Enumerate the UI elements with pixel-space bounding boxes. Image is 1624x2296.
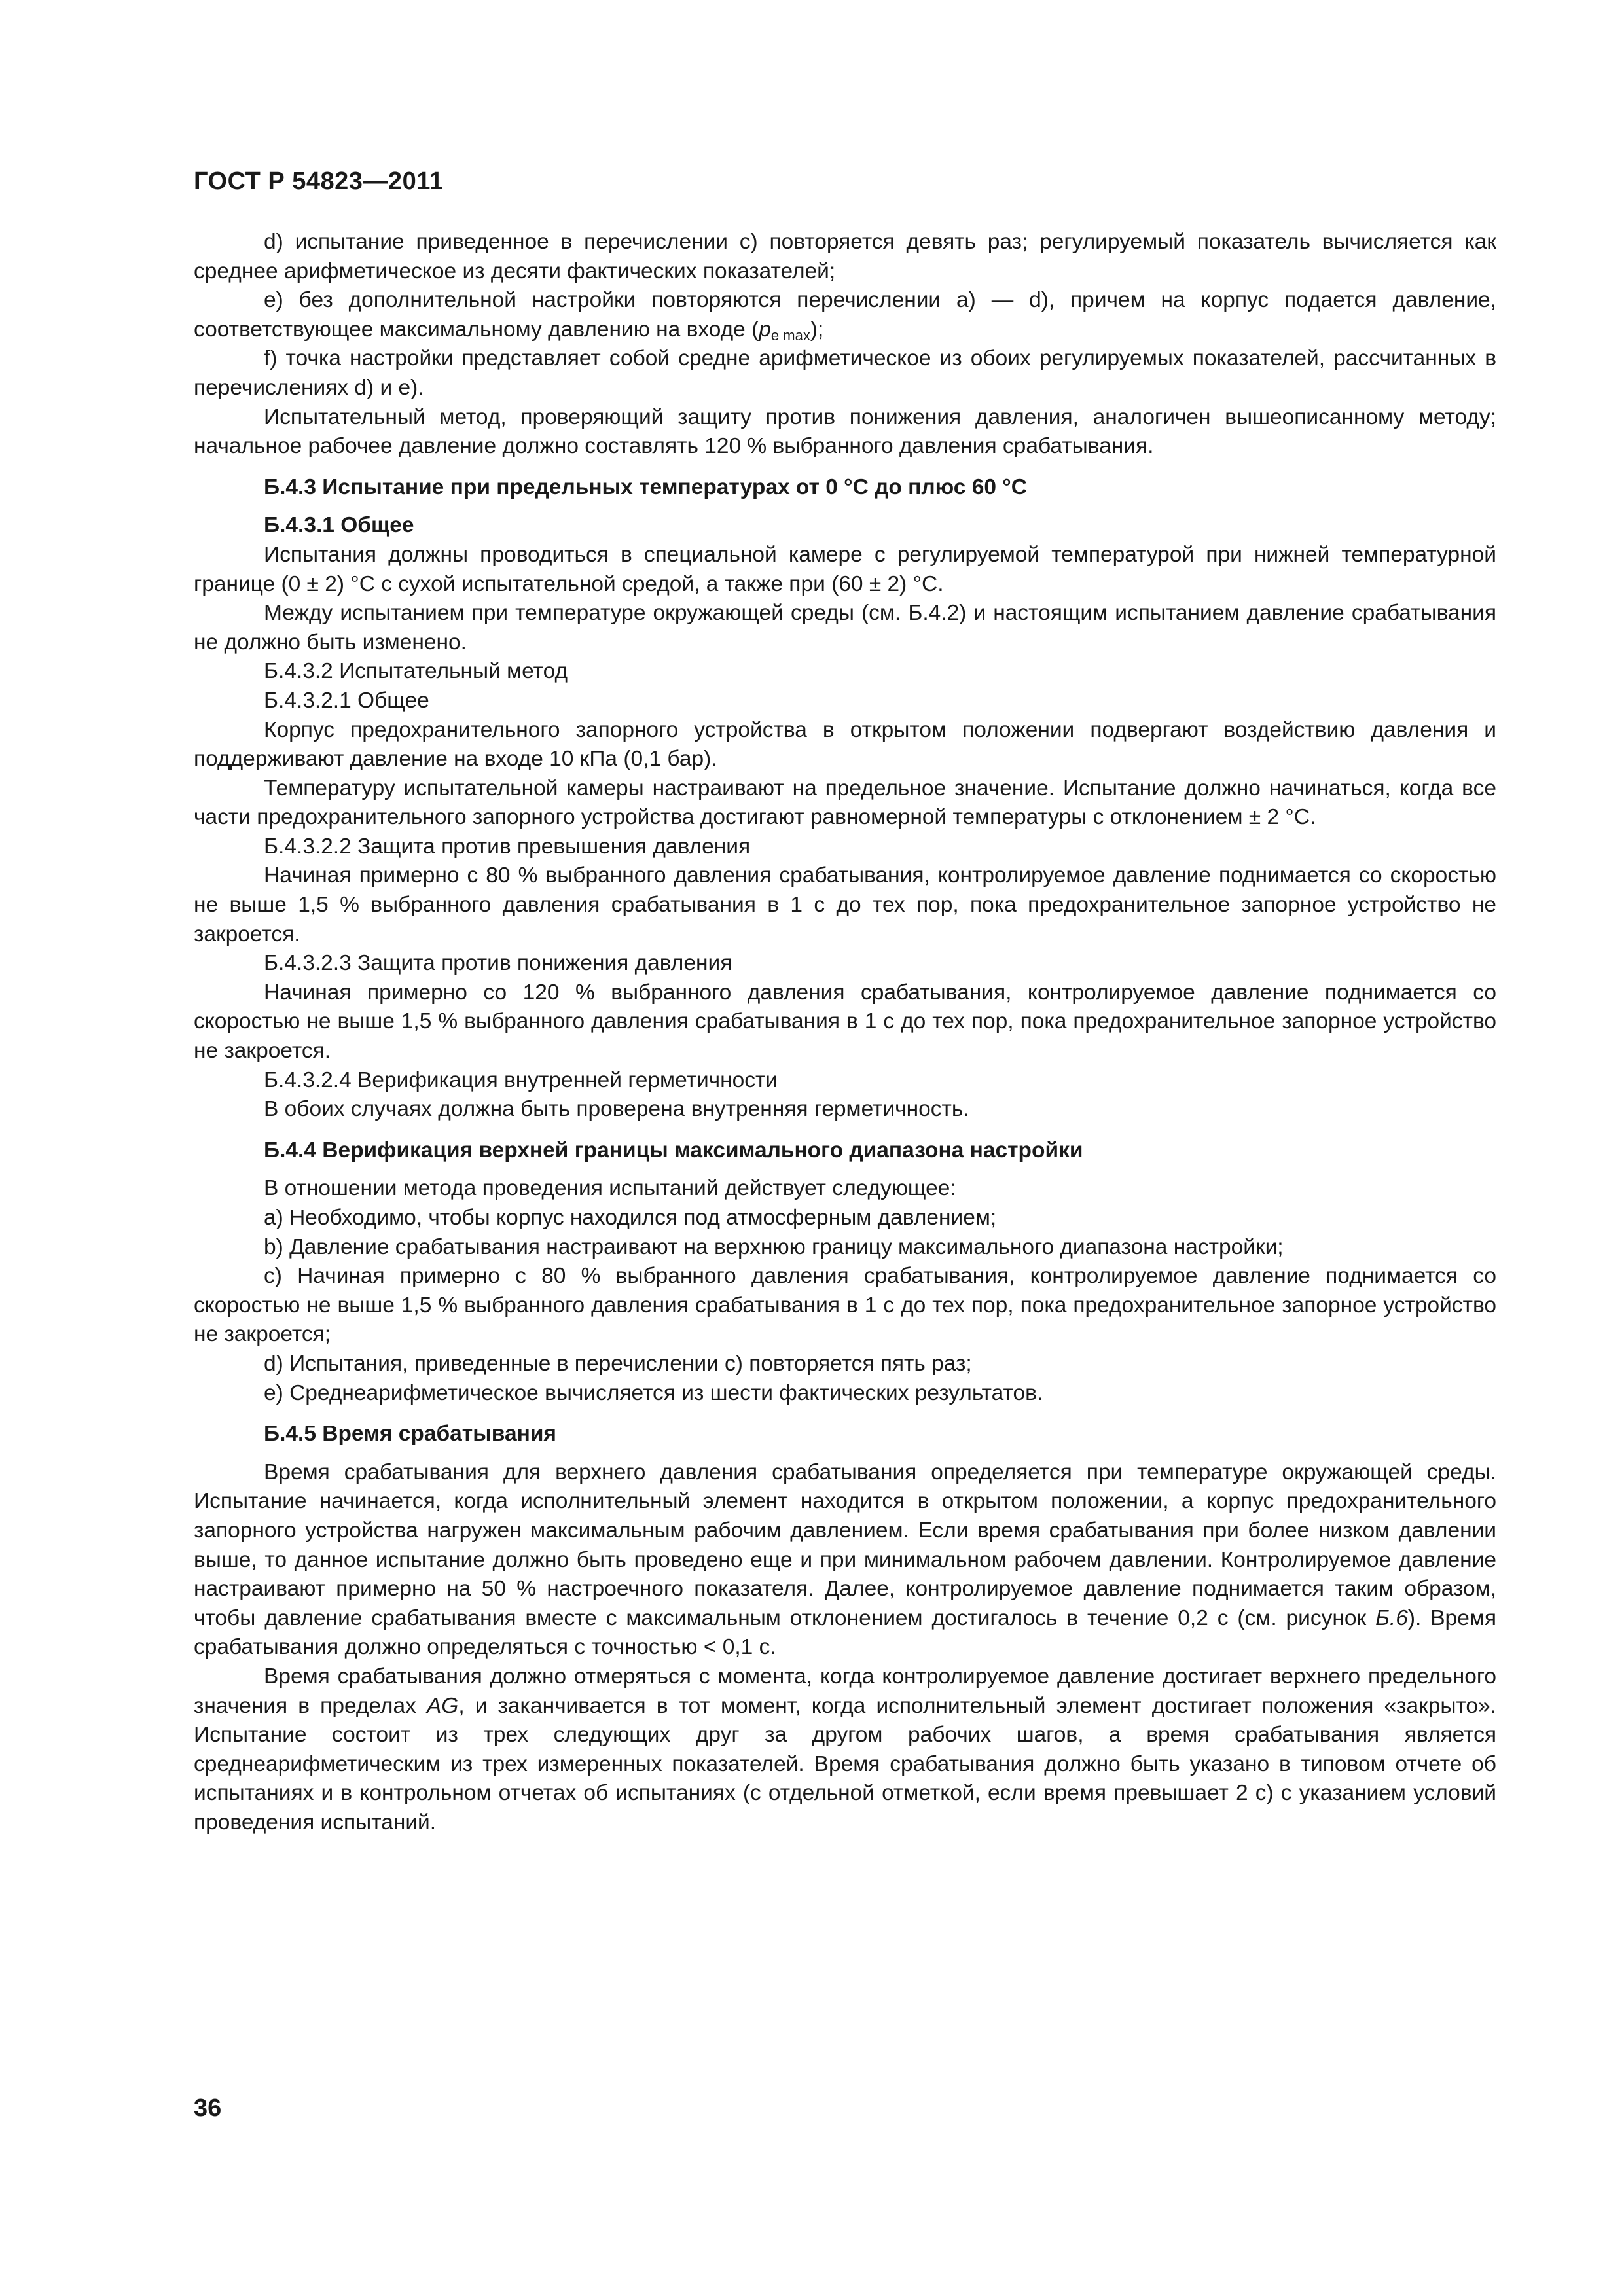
b44-item-b: b) Давление срабатывания настраивают на верхнюю границу максимального диапазона настройки; — [264, 1234, 1284, 1259]
item-e-text: е) без дополнительной настройки повторяются перечислении а) — d), причем на корпус подается давление, соответствующее максимальному давлению на входе ( — [194, 288, 1496, 342]
b43222-title: Б.4.3.2.2 Защита против превышения давления — [264, 834, 751, 859]
b44-item-c: с) Начиная примерно с 80 % выбранного давления срабатывания, контролируемое давление поднимается со скоростью не выше 1,5 % выбранного давления срабатывания в 1 с до тех пор, пока предохранительное запорное устройство не закроется; — [194, 1264, 1496, 1347]
b43223-title: Б.4.3.2.3 Защита против понижения давления — [264, 951, 732, 976]
heading-b45: Б.4.5 Время срабатывания — [264, 1422, 556, 1446]
b45-paragraph-2-text: Время срабатывания должно отмеряться с момента, когда контролируемое давление достигает верхнего предельного значения в пределах — [194, 1664, 1496, 1718]
figure-reference: Б.6 — [1375, 1605, 1408, 1630]
heading-b43: Б.4.3 Испытание при предельных температурах от 0 °С до плюс 60 °С — [264, 475, 1027, 499]
item-d: d) испытание приведенное в перечислении с) повторяется девять раз; регулируемый показатель вычисляется как среднее арифметическое из десяти фактических показателей; — [194, 230, 1496, 283]
b43221-paragraph-2: Температуру испытательной камеры настраивают на предельное значение. Испытание должно начинаться, когда все части предохранительного запорного устройства достигают равномерной температуры с отклонением ± 2 °С. — [194, 776, 1496, 830]
b44-item-e: е) Среднеарифметическое вычисляется из шести фактических результатов. — [264, 1380, 1043, 1405]
b4322-title: Б.4.3.2 Испытательный метод — [264, 659, 568, 684]
b43224-paragraph: В обоих случаях должна быть проверена внутренняя герметичность. — [264, 1097, 969, 1122]
b45-paragraph-1-end: ). Время срабатывания должно определяться с точностью < 0,1 с. — [194, 1605, 1496, 1660]
b431-paragraph-2: Между испытанием при температуре окружающей среды (см. Б.4.2) и настоящим испытанием давление срабатывания не должно быть изменено. — [194, 601, 1496, 655]
b45-paragraph-1 — [194, 1458, 1496, 1662]
heading-b44: Б.4.4 Верификация верхней границы максимального диапазона настройки — [264, 1138, 1083, 1162]
b43223-paragraph: Начиная примерно со 120 % выбранного давления срабатывания, контролируемое давление поднимается со скоростью не выше 1,5 % выбранного давления срабатывания в 1 с до тех пор, пока предохранительное запорное устройство не закроется. — [194, 980, 1496, 1064]
b44-item-d: d) Испытания, приведенные в перечислении с) повторяется пять раз; — [264, 1351, 972, 1376]
document-body — [194, 228, 1496, 1837]
item-e-end: ); — [810, 317, 824, 342]
heading-b431: Б.4.3.1 Общее — [264, 513, 414, 538]
pressure-symbol: p — [759, 317, 771, 342]
b45-paragraph-2-end: , и заканчивается в тот момент, когда исполнительный элемент достигает положения «закрыто». Испытание состоит из трех следующих друг за другом рабочих шагов, а время срабатывания является среднеарифметическим из трех измеренных показателей. Время срабатывания должно быть указано в типовом отчете об испытаниях и в контрольном отчетах об испытаниях (с отдельной отметкой, если время превышает 2 с) с указанием условий проведения испытаний. — [194, 1693, 1496, 1835]
ag-symbol: AG — [426, 1693, 459, 1718]
b43224-title: Б.4.3.2.4 Верификация внутренней герметичности — [264, 1067, 778, 1092]
b44-intro: В отношении метода проведения испытаний действует следующее: — [264, 1176, 956, 1201]
b43222-paragraph: Начиная примерно с 80 % выбранного давления срабатывания, контролируемое давление поднимается со скоростью не выше 1,5 % выбранного давления срабатывания в 1 с до тех пор, пока предохранительное запорное устройство не закроется. — [194, 863, 1496, 946]
item-f: f) точка настройки представляет собой средне арифметическое из обоих регулируемых показателей, рассчитанных в перечислениях d) и е). — [194, 346, 1496, 400]
document-header: ГОСТ Р 54823—2011 — [194, 168, 444, 195]
b44-item-a: а) Необходимо, чтобы корпус находился под атмосферным давлением; — [264, 1206, 997, 1230]
pressure-subscript: e max — [770, 327, 810, 344]
b45-paragraph-2 — [194, 1662, 1496, 1838]
page-number: 36 — [194, 2094, 222, 2122]
b431-paragraph-1: Испытания должны проводиться в специальной камере с регулируемой температурой при нижней температурной границе (0 ± 2) °С с сухой испытательной средой, а также при (60 ± 2) °С. — [194, 542, 1496, 596]
item-e — [194, 286, 1496, 344]
method-paragraph: Испытательный метод, проверяющий защиту против понижения давления, аналогичен вышеописанному методу; начальное рабочее давление должно составлять 120 % выбранного давления срабатывания. — [194, 404, 1496, 459]
b43221-title: Б.4.3.2.1 Общее — [264, 688, 429, 713]
b43221-paragraph-1: Корпус предохранительного запорного устройства в открытом положении подвергают воздействию давления и поддерживают давление на входе 10 кПа (0,1 бар). — [194, 717, 1496, 772]
b45-paragraph-1-text: Время срабатывания для верхнего давления срабатывания определяется при температуре окружающей среды. Испытание начинается, когда исполнительный элемент находится в открытом положении, а корпус предохранительного запорного устройства нагружен максимальным рабочим давлением. Если время срабатывания при более низком давлении выше, то данное испытание должно быть проведено еще и при минимальном рабочем давлении. Контролируемое давление настраивают примерно на 50 % настроечного показателя. Далее, контролируемое давление поднимается таким образом, чтобы давление срабатывания вместе с максимальным отклонением достигалось в течение 0,2 с (см. рисунок — [194, 1460, 1496, 1630]
